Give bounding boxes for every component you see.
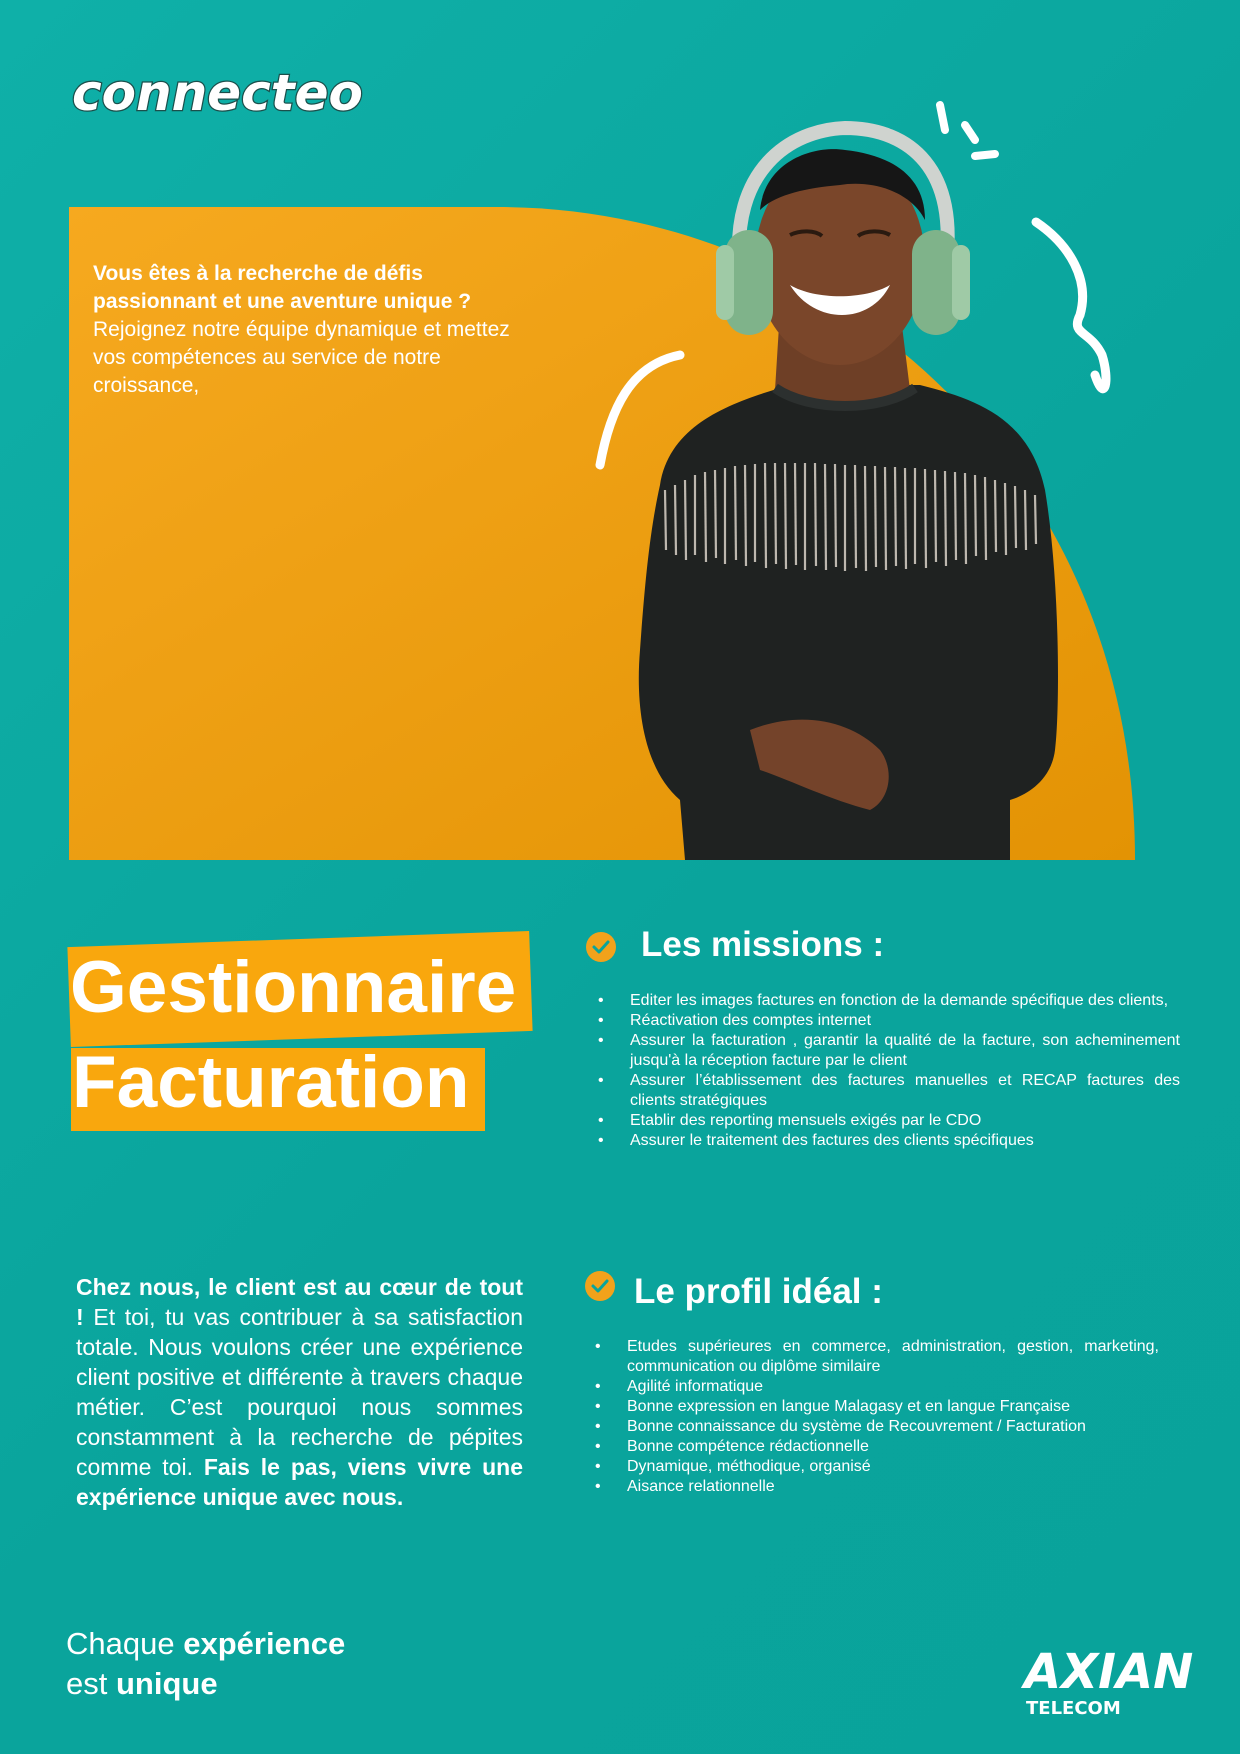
missions-item: • Editer les images factures en fonction de la demande spécifique des clients,	[592, 991, 1180, 1011]
telecom-text: TELECOM	[1026, 1698, 1121, 1719]
profile-item: • Agilité informatique	[589, 1377, 1159, 1397]
pitch-bold-outro: Fais le pas, viens vivre une expérience unique avec nous.	[76, 1454, 523, 1510]
tagline-2: est	[66, 1666, 116, 1701]
decor-arc-left	[600, 355, 680, 465]
tagline-2-bold: unique	[115, 1666, 218, 1701]
check-circle-icon	[584, 1270, 616, 1302]
missions-item: • Réactivation des comptes internet	[592, 1011, 1180, 1031]
missions-list	[592, 991, 1180, 1151]
job-title-line-1: Gestionnaire	[70, 947, 517, 1028]
check-circle-icon	[585, 931, 617, 963]
person-with-headphones-illustration	[590, 150, 1110, 860]
axian-telecom-logo	[1024, 1644, 1194, 1720]
profile-item: • Aisance relationnelle	[589, 1477, 1159, 1497]
profile-item: • Bonne expression en langue Malagasy et en langue Française	[589, 1397, 1159, 1417]
missions-item: • Assurer le traitement des factures des clients spécifiques	[592, 1131, 1180, 1151]
job-title-line-2: Facturation	[72, 1042, 470, 1123]
hero-intro	[93, 260, 513, 400]
missions-item: • Assurer la facturation , garantir la qualité de la facture, son acheminement jusqu'à la réception facture par le client	[592, 1031, 1180, 1071]
missions-heading: Les missions :	[641, 925, 885, 964]
pitch-bold-intro: Chez nous, le client est au cœur de tout !	[76, 1274, 523, 1330]
missions-item: • Etablir des reporting mensuels exigés par le CDO	[592, 1111, 1180, 1131]
pitch-text: Et toi, tu vas contribuer à sa satisfaction totale. Nous voulons créer une expérience client positive et différente à travers chaque métier. C’est pourquoi nous sommes constamment à la recherche de pépites comme toi.	[76, 1304, 523, 1480]
hero-intro-bold: Vous êtes à la recherche de défis passionnant et une aventure unique ?	[93, 262, 472, 313]
tagline-1: Chaque	[66, 1626, 184, 1661]
profile-item: • Dynamique, méthodique, organisé	[589, 1457, 1159, 1477]
axian-text: AXIAN	[1024, 1644, 1194, 1700]
profile-item: • Bonne connaissance du système de Recouvrement / Facturation	[589, 1417, 1159, 1437]
hero-intro-text: Rejoignez notre équipe dynamique et mettez vos compétences au service de notre croissance,	[93, 318, 510, 397]
profile-list	[589, 1337, 1159, 1497]
profile-item: • Bonne compétence rédactionnelle	[589, 1437, 1159, 1457]
logo-text: connecteo	[72, 64, 363, 122]
profile-item: • Etudes supérieures en commerce, administration, gestion, marketing, communication ou diplôme similaire	[589, 1337, 1159, 1377]
company-pitch	[76, 1272, 523, 1512]
profile-heading: Le profil idéal :	[634, 1272, 883, 1311]
missions-item: • Assurer l’établissement des factures manuelles et RECAP factures des clients stratégiques	[592, 1071, 1180, 1111]
tagline	[66, 1624, 345, 1704]
decor-arc-right	[1036, 222, 1106, 389]
connecteo-logo	[66, 52, 363, 132]
tagline-1-bold: expérience	[183, 1626, 346, 1661]
